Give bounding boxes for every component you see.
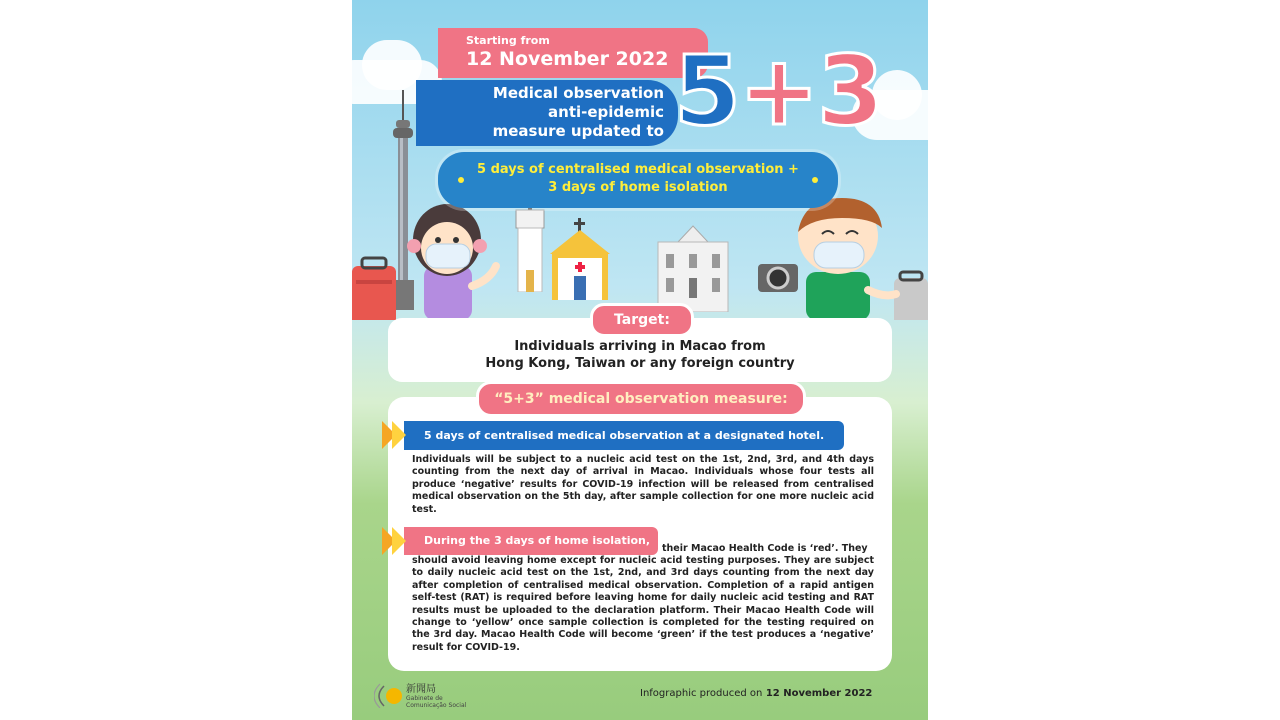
cloud-left-2 (362, 40, 422, 90)
start-date: 12 November 2022 (466, 48, 669, 70)
subheading-banner (438, 152, 838, 208)
section2-lead: their Macao Health Code is ‘red’. They (662, 543, 868, 554)
st-pauls-ruins-illustration (648, 220, 738, 312)
logo-name-line-1: Gabinete de (406, 695, 443, 702)
subheading-text (438, 161, 838, 197)
measure-title-line-3: measure updated to (492, 122, 664, 140)
big-three: 3 (817, 35, 883, 147)
subheading-line-2: 3 days of home isolation (548, 180, 728, 195)
gcs-logo-icon (374, 682, 404, 708)
section1-title-bar (404, 421, 844, 450)
produced-on-date: 12 November 2022 (765, 688, 873, 699)
big-plus: + (738, 35, 818, 147)
measure-title-banner (416, 80, 678, 146)
starting-from-label: Starting from (466, 34, 550, 47)
target-line-1: Individuals arriving in Macao from (514, 339, 766, 354)
logo-name-line-2: Comunicação Social (406, 702, 467, 709)
five-plus-three-heading (674, 36, 882, 146)
section1-title: 5 days of centralised medical observation at a designated hotel. (424, 429, 825, 442)
measure-title (424, 84, 664, 141)
produced-on-note (640, 688, 872, 699)
infographic-poster (352, 0, 928, 720)
measure-title-line-2: anti-epidemic (548, 103, 664, 121)
target-text (388, 338, 892, 372)
chapel-illustration (546, 218, 614, 300)
lighthouse-illustration (510, 200, 550, 292)
boy-with-camera-illustration (750, 192, 928, 320)
section1-chevron-icon (382, 421, 422, 450)
measure-label: “5+3” medical observation measure: (476, 381, 806, 417)
logo-chinese-name: 新聞局 (406, 684, 436, 695)
section2-title-bar (404, 527, 658, 555)
section2-title: During the 3 days of home isolation, (424, 534, 651, 547)
section2-text: should avoid leaving home except for nucleic acid testing purposes. They are subject to daily nucleic acid test on the 1st, 2nd, and 3rd days counting from the next day after completion of centralised medical observation. Completion of a rapid antigen self-test (RAT) is required before leaving home for daily nucleic acid testing and RAT results must be uploaded to the declaration platform. Their Macao Health Code will change to ‘yellow’ once sample collection is completed for the testing required on the 3rd day. Macao Health Code will become ‘green’ if the test produces a ‘negative’ result for COVID-19. (412, 555, 874, 653)
subheading-line-1: 5 days of centralised medical observation + (477, 162, 799, 177)
target-label: Target: (590, 303, 694, 337)
big-five: 5 (674, 35, 739, 147)
girl-with-mask-illustration (352, 196, 502, 320)
section1-text: Individuals will be subject to a nucleic acid test on the 1st, 2nd, 3rd, and 4th days counting from the next day of arrival in Macao. Individuals whose four tests all produce ‘negative’ results for COVID-19 infection will be released from centralised medical observation on the 5th day, after sample collection for one more nucleic acid test. (412, 454, 874, 515)
section2-chevron-icon (382, 527, 422, 555)
start-date-banner (438, 28, 708, 78)
produced-on-prefix: Infographic produced on (640, 688, 763, 699)
measure-title-line-1: Medical observation (492, 84, 664, 102)
target-line-2: Hong Kong, Taiwan or any foreign country (485, 356, 795, 371)
